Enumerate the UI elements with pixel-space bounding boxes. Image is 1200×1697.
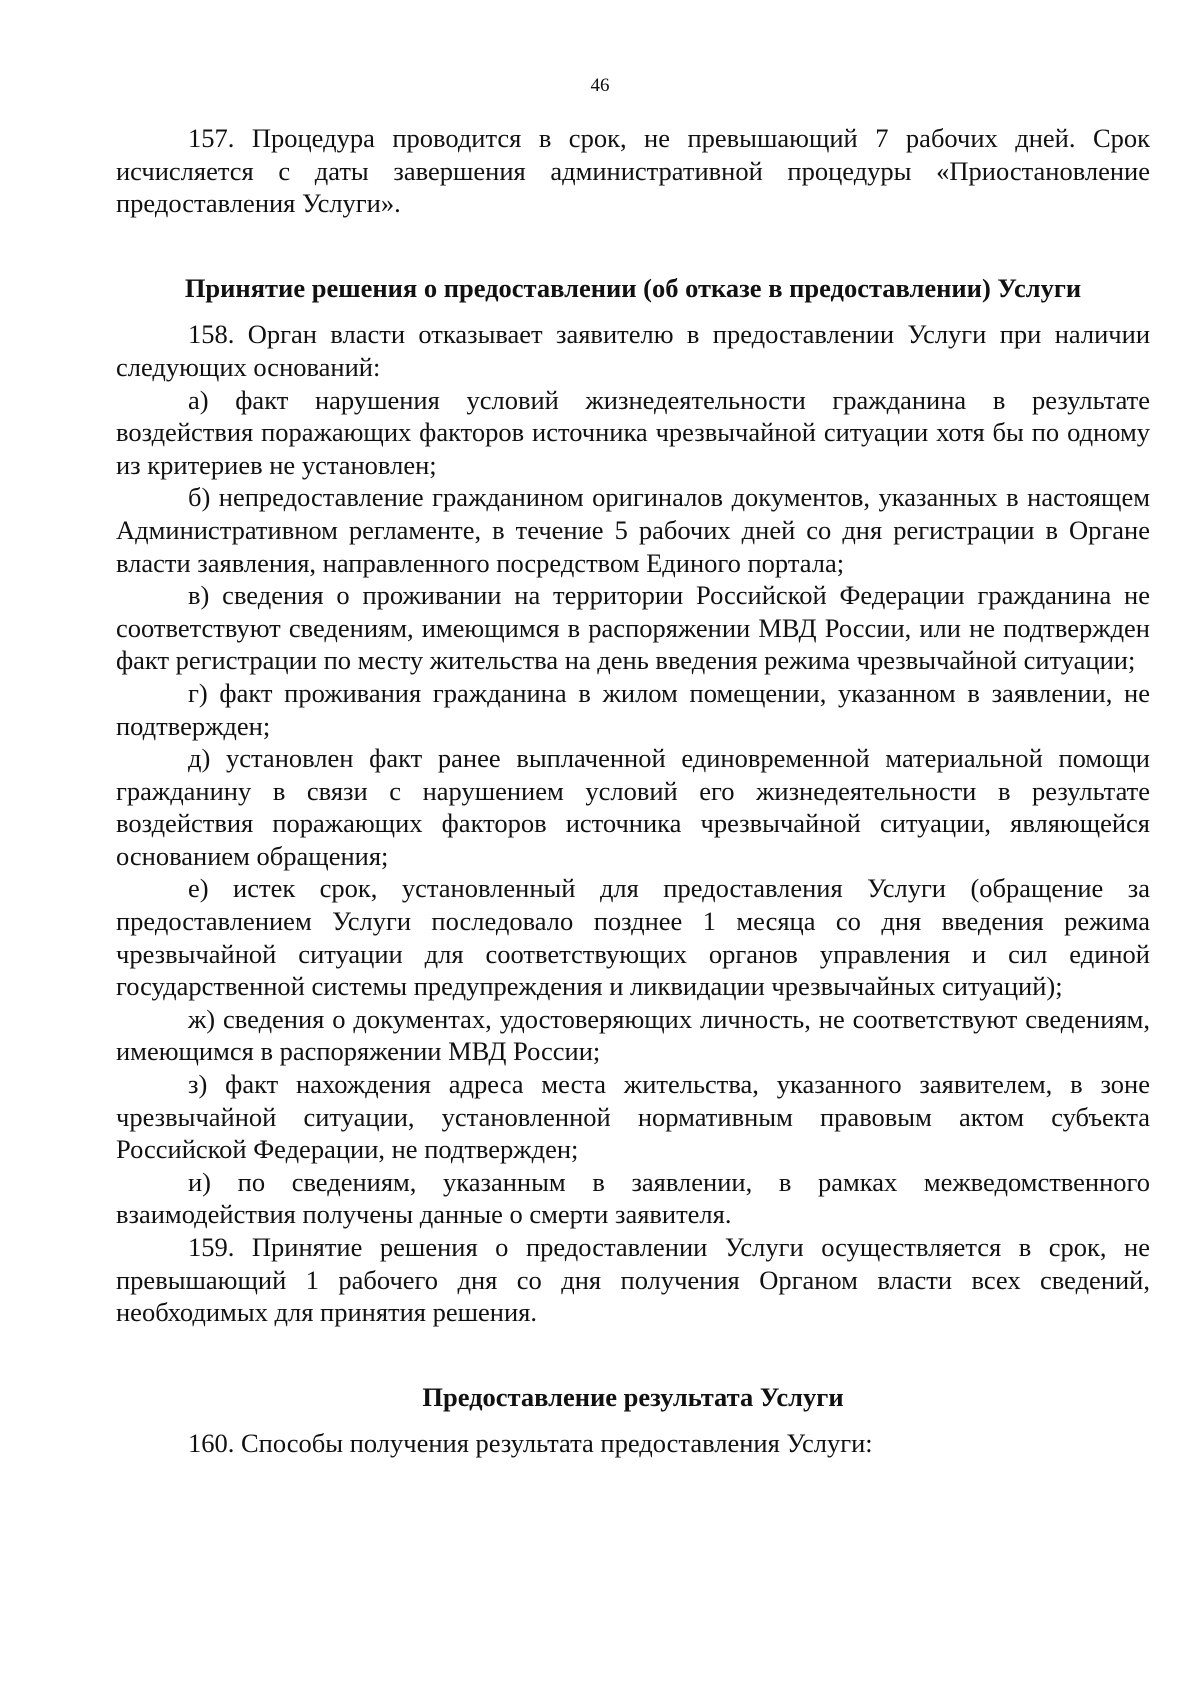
document-body: [116, 122, 1150, 1460]
list-item-z: з) факт нахождения адреса места жительства, указанного заявителем, в зоне чрезвычайной ситуации, установленной нормативным правовым актом субъекта Российской Федерации, не подтвержден;: [116, 1069, 1150, 1165]
page-number: 46: [590, 75, 610, 96]
section-heading-result: Предоставление результата Услуги: [422, 1381, 844, 1412]
list-item-i: и) по сведениям, указанным в заявлении, в рамках межведомственного взаимодействия получены данные о смерти заявителя.: [116, 1166, 1150, 1230]
paragraph-157: 157. Процедура проводится в срок, не превышающий 7 рабочих дней. Срок исчисляется с даты завершения административной процедуры «Приостановление предоставления Услуги».: [116, 123, 1150, 219]
section-heading-decision: Принятие решения о предоставлении (об отказе в предоставлении) Услуги: [184, 272, 1082, 303]
list-item-zh: ж) сведения о документах, удостоверяющих личность, не соответствуют сведениям, имеющимся в распоряжении МВД России;: [116, 1003, 1150, 1067]
paragraph-159: 159. Принятие решения о предоставлении Услуги осуществляется в срок, не превышающий 1 рабочего дня со дня получения Органом власти всех сведений, необходимых для принятия решения.: [116, 1232, 1150, 1328]
list-item-e: е) истек срок, установленный для предоставления Услуги (обращение за предоставлением Услуги последовало позднее 1 месяца со дня введения режима чрезвычайной ситуации для соответствующих органов управления и сил единой государственной системы предупреждения и ликвидации чрезвычайных ситуаций);: [116, 873, 1150, 1002]
paragraph-158: 158. Орган власти отказывает заявителю в предоставлении Услуги при наличии следующих оснований:: [116, 319, 1150, 382]
list-item-v: в) сведения о проживании на территории Российской Федерации гражданина не соответствуют сведениям, имеющимся в распоряжении МВД России, или не подтвержден факт регистрации по месту жительства на день введения режима чрезвычайной ситуации;: [116, 580, 1150, 676]
list-item-d: д) установлен факт ранее выплаченной единовременной материальной помощи гражданину в связи с нарушением условий его жизнедеятельности в результате воздействия поражающих факторов источника чрезвычайной ситуации, являющейся основанием обращения;: [116, 743, 1150, 871]
list-item-a: а) факт нарушения условий жизнедеятельности гражданина в результате воздействия поражающих факторов источника чрезвычайной ситуации хотя бы по одному из критериев не установлен;: [116, 384, 1150, 480]
paragraph-160: 160. Способы получения результата предоставления Услуги:: [188, 1428, 873, 1459]
list-item-b: б) непредоставление гражданином оригиналов документов, указанных в настоящем Административном регламенте, в течение 5 рабочих дней со дня регистрации в Органе власти заявления, направленного посредством Единого портала;: [116, 482, 1150, 578]
list-item-g: г) факт проживания гражданина в жилом помещении, указанном в заявлении, не подтвержден;: [116, 677, 1150, 741]
